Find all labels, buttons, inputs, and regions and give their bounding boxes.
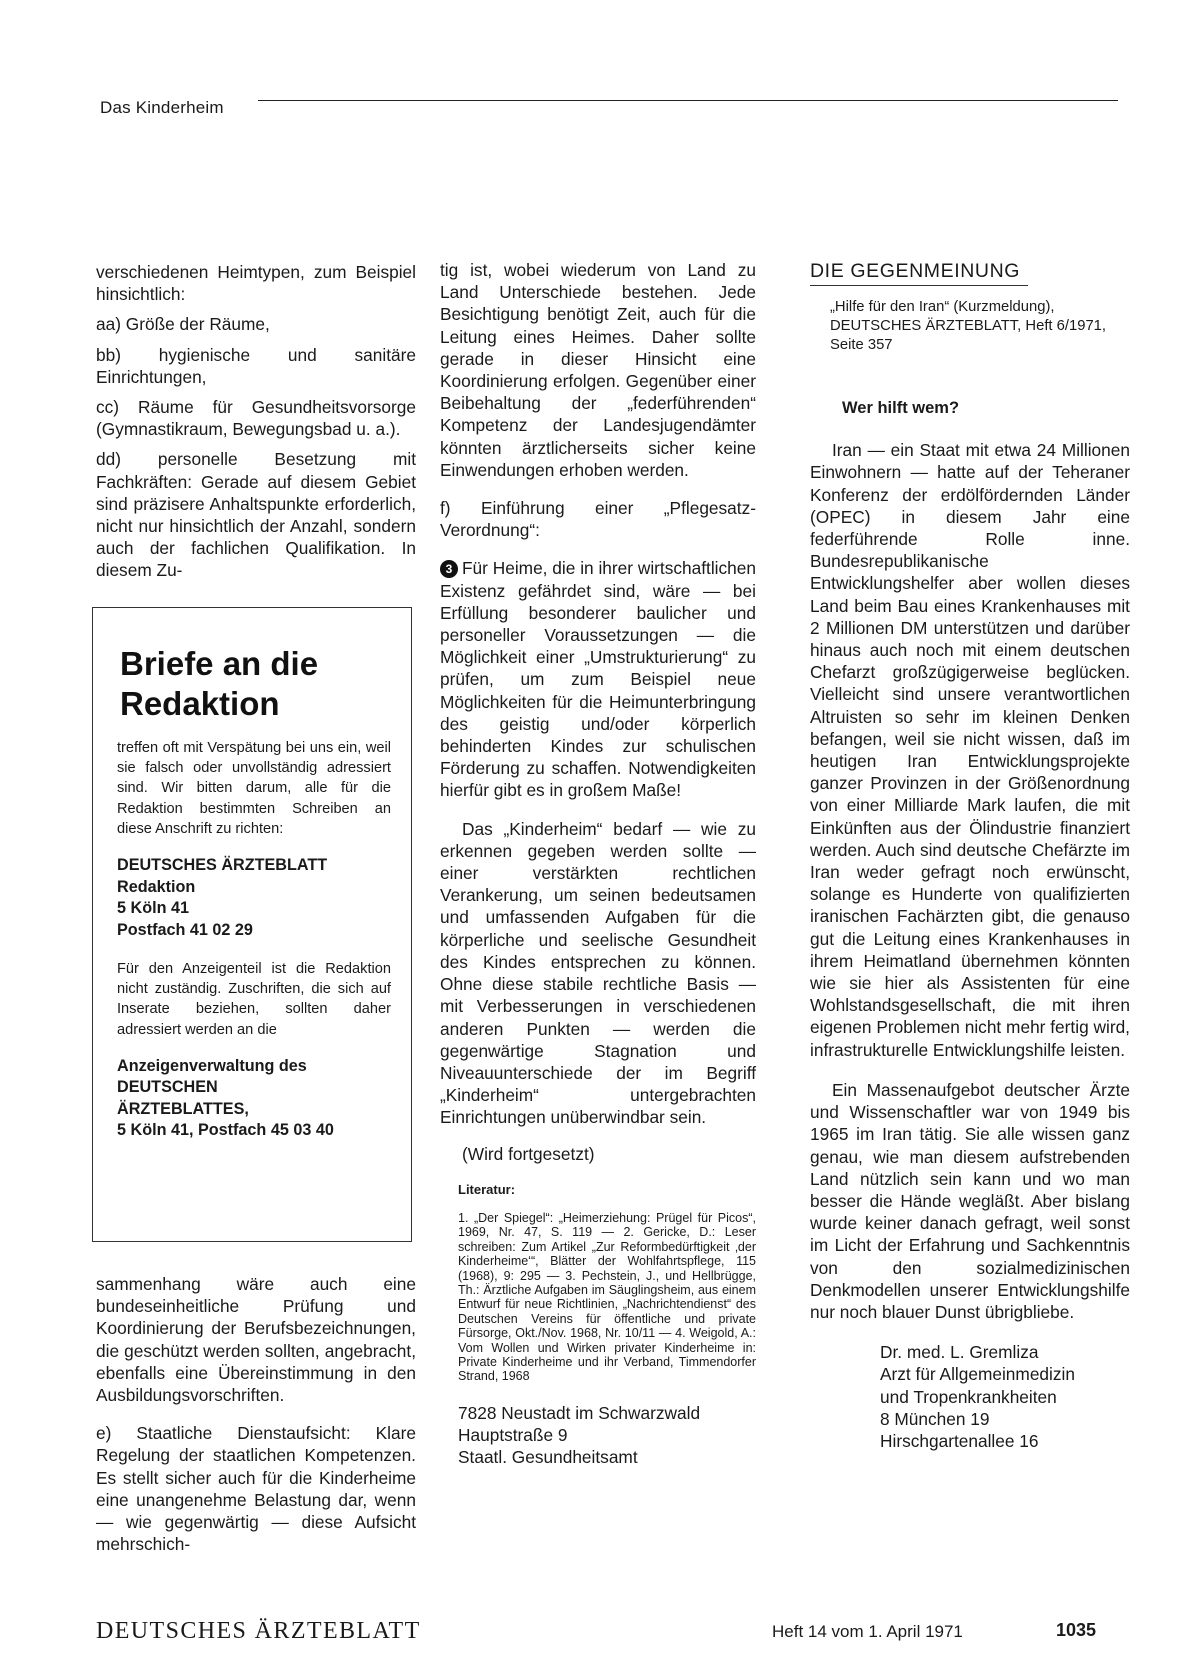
page-number: 1035 (1056, 1620, 1097, 1640)
paragraph (440, 557, 756, 801)
reference-note: „Hilfe für den Iran“ (Kurzmeldung), DEUTSCHES ÄRZTEBLATT, Heft 6/1971, Seite 357 (830, 299, 1107, 353)
address-line: 5 Köln 41 (117, 899, 189, 918)
address-line: Postfach 41 02 29 (117, 920, 253, 939)
box-title: Briefe an die Redaktion (120, 645, 319, 722)
address-line: DEUTSCHEN (117, 1078, 218, 1097)
number-badge: 3 (440, 560, 458, 578)
column-2 (440, 259, 756, 1468)
issue-info: Heft 14 vom 1. April 1971 (772, 1622, 963, 1641)
intro-text: verschiedenen Heimtypen, zum Beispiel hinsichtlich: (96, 262, 416, 305)
address-line: Hauptstraße 9 (458, 1425, 568, 1445)
list-item: aa) Größe der Räume, (96, 314, 270, 335)
signature-line: und Tropenkrankheiten (880, 1386, 1057, 1407)
literature-heading: Literatur: (458, 1181, 516, 1197)
address-line: Anzeigenverwaltung des (117, 1056, 307, 1075)
signature-line: 8 München 19 (880, 1408, 990, 1429)
paragraph: Ein Massenaufgebot deutscher Ärzte und Wissenschaftler war von 1949 bis 1965 im Iran tätig. Sie alle wissen ganz genau, wie man diesem aufstrebenden Land nützlich sein kann und wo man besser die Hände wegläßt. Aber bislang wurde keiner danach gefragt, weil sonst im Licht der Erfahrung und Sachkenntnis von den sozialmedizinischen Denkmodellen unserer Entwicklungshilfe nur noch blauer Dunst übrigbliebe. (810, 1079, 1130, 1322)
literature-list: 1. „Der Spiegel“: „Heimerziehung: Prügel für Picos“, 1969, Nr. 47, S. 119 — 2. Gericke, D.: Leser schreiben: Zum Artikel „Zur Reformbedürftigkeit ‚der Kinderheime‘“, Blätter der Wohlfahrtspflege, 115 (1968), 9: 295 — 3. Pechstein, J., und Hellbrügge, Th.: Ärztliche Aufgaben im Säuglingsheim, aus einem Entwurf für neue Richtlinien, „Nachrichtendienst“ des Deutschen Vereins für öffentliche und private Fürsorge, Okt./Nov. 1968, Nr. 10/11 — 4. Weigold, A.: Vom Wollen und Wirken privater Kinderheime in: Private Kinderheime und ihr Verband, Timmendorfer Strand, 1968 (458, 1210, 756, 1384)
signature-line: Dr. med. L. Gremliza (880, 1342, 1039, 1363)
signature-line: Hirschgartenallee 16 (880, 1430, 1039, 1451)
address-line: 7828 Neustadt im Schwarzwald (458, 1402, 701, 1423)
paragraph: Das „Kinderheim“ bedarf — wie zu erkennen gegeben werden sollte — einer verstärkten rechtlichen Verankerung, um seinen bedeutsamen und umfassenden Aufgaben für die körperliche und seelische Gesundheit des Kindes entsprechen zu können. Ohne diese stabile rechtliche Basis — mit Verbesserungen in verschiedenen anderen Punkten — werden die gegenwärtige Stagnation und Niveauunterschiede der im Begriff „Kinderheim“ untergebrachten Einrichtungen unüberwindbar sein. (440, 818, 756, 1128)
editorial-address (117, 855, 391, 941)
signature-line: Arzt für Allgemeinmedizin (880, 1364, 1075, 1385)
signature (880, 1341, 1130, 1452)
paragraph: tig ist, wobei wiederum von Land zu Land Unterschiede bestehen. Jede Besichtigung benötigt Zeit, auch für die Leitung eines Heimes. Daher sollte gerade in dieser Hinsicht eine Koordinierung erfolgen. Gegenüber einer Beibehaltung der „federführenden“ Kompetenz der Landesjugendämter könnten ärztlicherseits sicher keine Einwendungen erhoben werden. (440, 260, 756, 480)
list-item: dd) personelle Besetzung mit Fachkräften: Gerade auf diesem Gebiet sind präzisere Anhaltspunkte erforderlich, nicht nur hinsichtlich der Anzahl, sondern auch der fachlichen Qualifikation. In diesem Zu- (96, 449, 416, 581)
paragraph: Iran — ein Staat mit etwa 24 Millionen Einwohnern — hatte auf der Teheraner Konferenz der erdölfördernden Länder (OPEC) in diesem Jahr eine federführende Rolle inne. Bundesrepublikanische Entwicklungshelfer aber wollen dieses Land beim Bau eines Krankenhauses mit 2 Millionen DM unterstützen und darüber hinaus auch noch mit einem deutschen Chefarzt großzügigerweise beglücken. Vielleicht sind unsere verantwortlichen Altruisten so sehr im kleinen Denken befangen, weil sie nicht wissen, daß im heutigen Iran Entwicklungsprojekte ganzer Provinzen in der Größenordnung von einer Milliarde Mark laufen, die mit Einkünften aus der Ölindustrie finanziert werden. Auch sind deutsche Chefärzte im Iran weder gefragt noch erwünscht, solange es Hunderte von qualifizierten iranischen Fachärzten gibt, die genauso gut die Leitung eines Krankenhauses in ihrem Heimatland übernehmen könnten wie sie hier als Assistenten für eine Wohlstandsgesellschaft, die mit ihren eigenen Problemen nicht mehr fertig wird, infrastrukturelle Entwicklungshilfe leisten. (810, 440, 1130, 1060)
advertising-address (117, 1056, 391, 1142)
address-line: ÄRZTEBLATTES, (117, 1099, 249, 1118)
journal-title: DEUTSCHES ÄRZTEBLATT (96, 1618, 421, 1644)
author-address (458, 1402, 756, 1469)
section-title: DIE GEGENMEINUNG (810, 260, 1021, 282)
box-text: Für den Anzeigenteil ist die Redaktion nicht zuständig. Zuschriften, die sich auf Inserate beziehen, sollten daher adressiert werden an die (117, 961, 391, 1038)
paragraph: f) Einführung einer „Pflegesatz-Verordnung“: (440, 498, 756, 541)
list-item: bb) hygienische und sanitäre Einrichtungen, (96, 344, 416, 387)
address-line: Redaktion (117, 877, 196, 896)
column-3 (810, 259, 1130, 1452)
letters-to-editor-box (92, 607, 412, 1242)
continued-note: (Wird fortgesetzt) (462, 1143, 595, 1164)
column-1-top (96, 261, 416, 590)
section-rule (810, 285, 1028, 286)
column-1-bottom (96, 1273, 416, 1563)
subheading: Wer hilft wem? (842, 399, 960, 417)
address-line: 5 Köln 41, Postfach 45 03 40 (117, 1121, 334, 1140)
paragraph-text: Für Heime, die in ihrer wirtschaftlichen Existenz gefährdet sind, wäre — bei Erfüllung besonderer baulicher und personeller Voraussetzungen — die Möglichkeit einer „Umstrukturierung“ zu prüfen, um zum Beispiel neue Möglichkeiten für die Heimunterbringung des geistig und/oder körperlich behinderten Kindes zur schulischen Förderung zu schaffen. Notwendigkeiten hierfür gibt es in großem Maße! (440, 558, 756, 801)
paragraph: sammenhang wäre auch eine bundeseinheitliche Prüfung und Koordinierung der Berufsbezeichnungen, die geschützt werden sollten, angebracht, ebenfalls eine Übereinstimmung in den Ausbildungsvorschriften. (96, 1274, 416, 1406)
list-item: cc) Räume für Gesundheitsvorsorge (Gymnastikraum, Bewegungsbad u. a.). (96, 397, 416, 440)
box-text: treffen oft mit Verspätung bei uns ein, weil sie falsch oder unvollständig adressiert sind. Wir bitten darum, alle für die Redaktion bestimmten Schreiben an diese Anschrift zu richten: (117, 740, 391, 837)
paragraph: e) Staatliche Dienstaufsicht: Klare Regelung der staatlichen Kompetenzen. Es stellt sicher auch für die Kinderheime eine unangenehme Belastung dar, wenn — wie gegenwärtig — diese Aufsicht mehrschich- (96, 1423, 416, 1555)
header-rule (258, 100, 1118, 101)
address-line: DEUTSCHES ÄRZTEBLATT (117, 856, 328, 875)
running-head: Das Kinderheim (100, 98, 224, 117)
address-line: Staatl. Gesundheitsamt (458, 1447, 638, 1468)
